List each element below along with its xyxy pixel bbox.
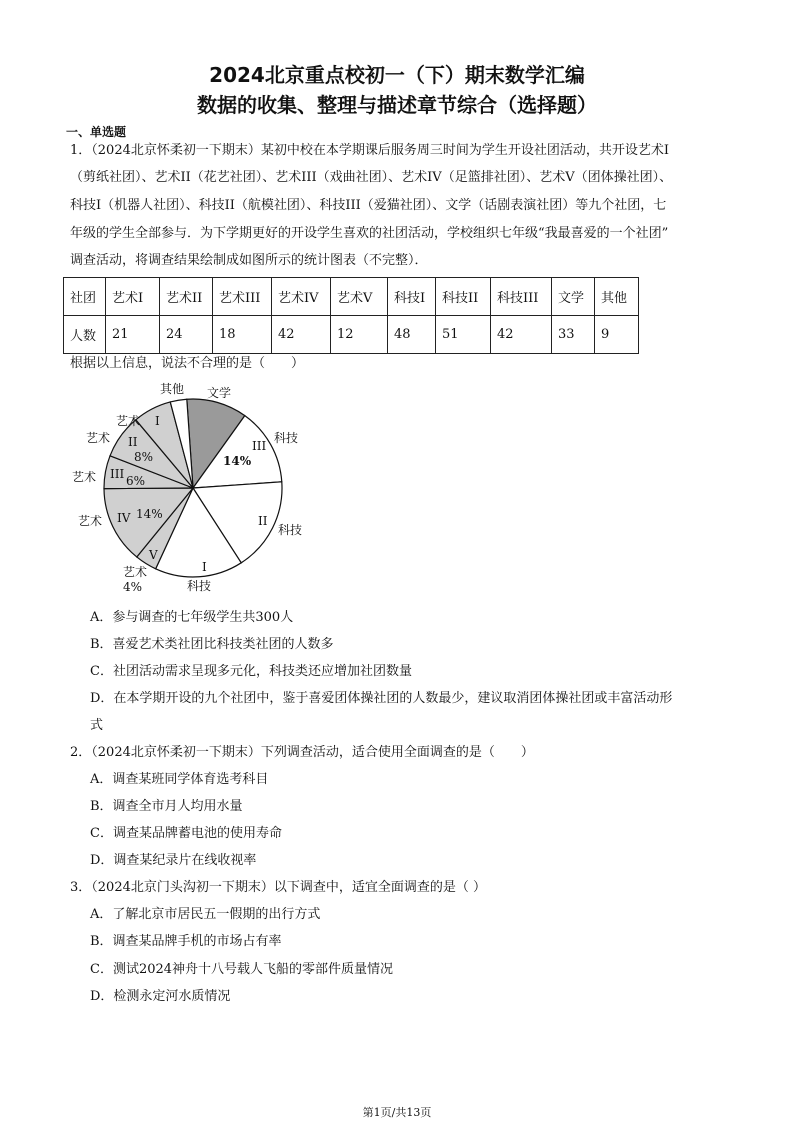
- q3-stem: 3．（2024北京门头沟初一下期末）以下调查中，适宜全面调查的是（ ）: [70, 880, 486, 895]
- table-cell: 科技I: [388, 278, 436, 316]
- q3-option-d[interactable]: D．检测永定河水质情况: [90, 989, 231, 1004]
- club-table: [63, 277, 639, 354]
- table-cell: 42: [491, 316, 552, 354]
- table-cell: 21: [106, 316, 160, 354]
- label-r1: I: [202, 560, 207, 574]
- table-cell: 人数: [64, 316, 106, 354]
- table-cell: 艺术II: [160, 278, 213, 316]
- label-lit: 文学: [207, 386, 232, 400]
- table-cell: 艺术I: [106, 278, 160, 316]
- table-cell: 科技III: [491, 278, 552, 316]
- q1-option-d[interactable]: D．在本学期开设的九个社团中，鉴于喜爱团体操社团的人数最少，建议取消团体操社团或丰富活动形: [90, 691, 673, 706]
- label-tech2: 科技: [278, 523, 303, 537]
- label-r2a: II: [128, 435, 138, 449]
- label-p14b: 14%: [136, 507, 163, 521]
- label-p8: 8%: [134, 450, 154, 464]
- table-cell: 艺术IV: [272, 278, 331, 316]
- label-r1a: I: [155, 414, 160, 428]
- label-art3: 艺术: [72, 470, 97, 484]
- table-row: [64, 316, 639, 354]
- pie-chart: [60, 375, 320, 600]
- label-p4: 4%: [123, 580, 143, 594]
- label-art1: 艺术: [116, 414, 141, 428]
- q1-stem-line: 科技I（机器人社团）、科技II（航模社团）、科技III（爱猫社团）、文学（话剧表演社团）等九个社团，七: [70, 198, 667, 213]
- doc-title: 2024北京重点校初一（下）期末数学汇编: [209, 63, 585, 87]
- q3-option-a[interactable]: A．了解北京市居民五一假期的出行方式: [90, 907, 321, 922]
- q2-option-c[interactable]: C．调查某品牌蓄电池的使用寿命: [90, 826, 282, 841]
- q1-stem-line: （剪纸社团）、艺术II（花艺社团）、艺术III（戏曲社团）、艺术IV（足篮排社团）、艺术V（团体操社团）、: [70, 170, 673, 185]
- table-cell: 其他: [595, 278, 639, 316]
- label-r5a: V: [149, 548, 158, 562]
- label-p6: 6%: [126, 474, 146, 488]
- q3-option-b[interactable]: B．调查某品牌手机的市场占有率: [90, 934, 282, 949]
- table-cell: 社团: [64, 278, 106, 316]
- label-tech3: 科技: [274, 431, 299, 445]
- label-art5: 艺术: [123, 565, 148, 579]
- q3-option-c[interactable]: C．测试2024神舟十八号载人飞船的零部件质量情况: [90, 962, 394, 977]
- q1-prompt: 根据以上信息，说法不合理的是（ ）: [70, 356, 305, 371]
- page-footer: 第1页/共13页: [362, 1106, 432, 1119]
- table-cell: 艺术III: [213, 278, 272, 316]
- table-cell: 48: [388, 316, 436, 354]
- q2-option-d[interactable]: D．调查某纪录片在线收视率: [90, 853, 257, 868]
- label-tech1: 科技: [187, 579, 212, 593]
- doc-subtitle: 数据的收集、整理与描述章节综合（选择题）: [197, 93, 597, 117]
- table-header-row: [64, 278, 639, 316]
- label-r2: II: [258, 514, 268, 528]
- label-r4a: IV: [117, 511, 131, 525]
- table-cell: 51: [436, 316, 491, 354]
- table-cell: 42: [272, 316, 331, 354]
- table-cell: 18: [213, 316, 272, 354]
- table-cell: 科技II: [436, 278, 491, 316]
- label-p14a: 14%: [223, 454, 252, 468]
- label-r3: III: [252, 439, 267, 453]
- table-cell: 9: [595, 316, 639, 354]
- q2-option-a[interactable]: A．调查某班同学体育选考科目: [90, 772, 269, 787]
- table-cell: 文学: [552, 278, 595, 316]
- label-other: 其他: [160, 382, 185, 396]
- q1-option-a[interactable]: A．参与调查的七年级学生共300人: [90, 610, 294, 625]
- q1-stem-line: 年级的学生全部参与．为下学期更好的开设学生喜欢的社团活动，学校组织七年级“我最喜爱的一个社团”: [70, 226, 669, 241]
- q1-option-d-cont: 式: [90, 718, 104, 733]
- table-cell: 24: [160, 316, 213, 354]
- table-cell: 33: [552, 316, 595, 354]
- table-cell: 艺术V: [331, 278, 388, 316]
- q2-option-b[interactable]: B．调查全市月人均用水量: [90, 799, 243, 814]
- label-art4: 艺术: [78, 514, 103, 528]
- label-art2: 艺术: [86, 431, 111, 445]
- table-cell: 12: [331, 316, 388, 354]
- q2-stem: 2．（2024北京怀柔初一下期末）下列调查活动，适合使用全面调查的是（ ）: [70, 745, 534, 760]
- q1-stem-line: 调查活动，将调查结果绘制成如图所示的统计图表（不完整）．: [70, 253, 428, 268]
- q1-option-c[interactable]: C．社团活动需求呈现多元化，科技类还应增加社团数量: [90, 664, 412, 679]
- label-r3a: III: [110, 467, 125, 481]
- q1-option-b[interactable]: B．喜爱艺术类社团比科技类社团的人数多: [90, 637, 334, 652]
- q1-stem-line: 1．（2024北京怀柔初一下期末）某初中校在本学期课后服务周三时间为学生开设社团活动，共开设艺术I: [70, 143, 669, 158]
- section-heading: 一、单选题: [66, 125, 127, 139]
